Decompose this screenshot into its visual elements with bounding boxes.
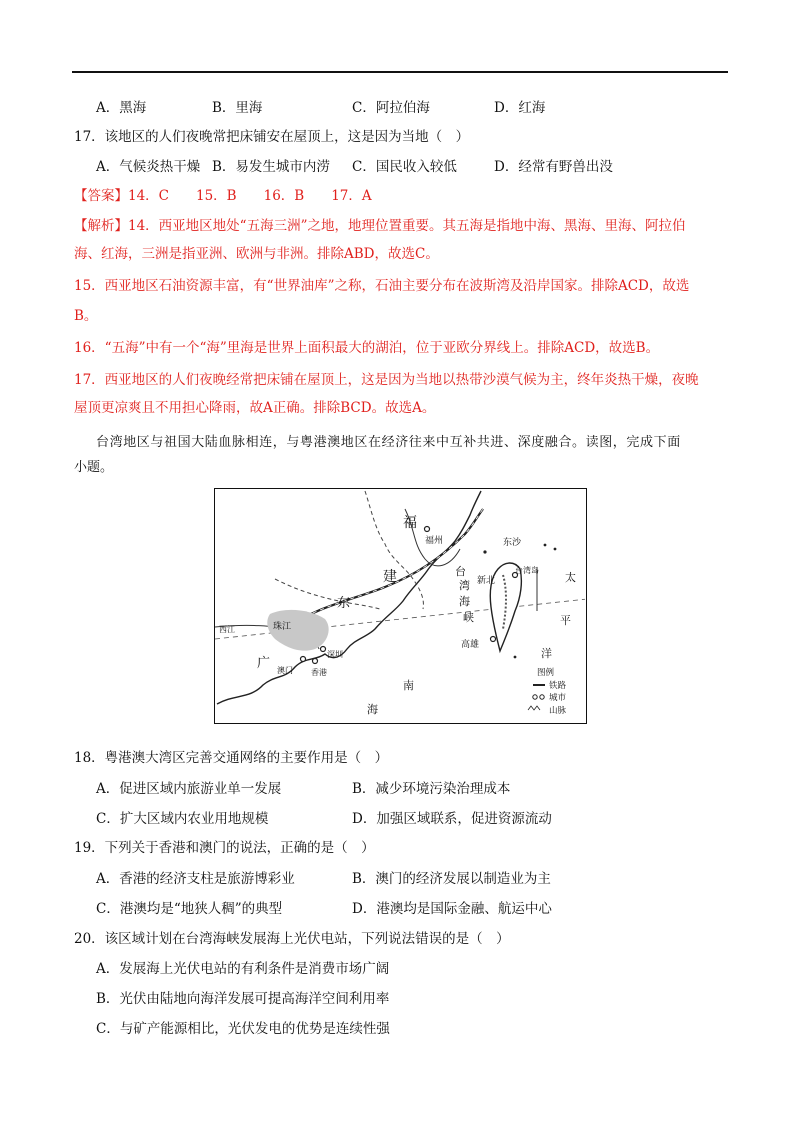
label-jian: 建 (383, 569, 397, 585)
q17-stem: 17．该地区的人们夜晚常把床铺安在屋顶上，这是因为当地（ ） (74, 129, 470, 145)
island-dot (483, 550, 486, 553)
q18-option-b: B．减少环境污染治理成本 (352, 781, 511, 797)
label-yang: 洋 (541, 647, 552, 660)
island-dot (544, 544, 547, 547)
q19-option-c: C．港澳均是“地狭人稠”的典型 (96, 901, 283, 917)
q16-option-d: D．红海 (494, 100, 546, 116)
label-xianggang: 香港 (311, 668, 327, 677)
q16-option-b: B．里海 (212, 100, 263, 116)
q17-option-a: A．气候炎热干燥 (96, 159, 201, 175)
q18-option-a: A．促进区域内旅游业单一发展 (96, 781, 282, 797)
label-dongsha: 东沙 (503, 538, 522, 548)
label-guang: 广 (257, 656, 271, 671)
q20-stem: 20．该区域计划在台湾海峡发展海上光伏电站，下列说法错误的是（ ） (74, 931, 510, 947)
q17-option-b: B．易发生城市内涝 (212, 159, 330, 175)
label-tai: 台 (455, 565, 466, 578)
label-fu: 福 (403, 515, 417, 531)
answer-text: 14．C 15．B 16．B 17．A (128, 188, 372, 204)
legend-city: 城市 (549, 693, 567, 703)
label-zhujiang: 珠江 (273, 622, 292, 632)
analysis-tag: 【解析】 (74, 218, 128, 234)
label-tai2: 太 (565, 571, 576, 584)
label-wan: 湾 (459, 579, 470, 592)
island-dot (554, 548, 557, 551)
q19-option-a: A．香港的经济支柱是旅游博彩业 (96, 871, 295, 887)
analysis-line-2: 海、红海，三洲是指亚洲、欧洲与非洲。排除ABD，故选C。 (74, 246, 439, 262)
map-legend (528, 667, 567, 716)
analysis-line-6: 17．西亚地区的人们夜晚经常把床铺在屋顶上，这是因为当地以热带沙漠气候为主，终年炎热干燥，夜晚 (74, 372, 699, 388)
legend-mountain-icon (528, 706, 540, 710)
map-figure (214, 488, 587, 724)
q20-option-b: B．光伏由陆地向海洋发展可提高海洋空间利用率 (96, 991, 390, 1007)
answer-tag: 【答案】 (74, 188, 128, 204)
legend-title: 图例 (537, 668, 555, 678)
analysis-text-1: 14．西亚地区地处“五海三洲”之地，地理位置重要。其五海是指地中海、黑海、里海、阿拉伯 (128, 218, 686, 234)
island-dot (514, 656, 517, 659)
q20-option-c: C．与矿产能源相比，光伏发电的优势是连续性强 (96, 1021, 390, 1037)
label-xijiang: 西江 (219, 625, 235, 634)
label-nan: 南 (403, 679, 414, 692)
legend-mountain: 山脉 (549, 706, 567, 716)
analysis-line-5: 16．“五海”中有一个“海”里海是世界上面积最大的湖泊，位于亚欧分界线上。排除ACD，故选B。 (74, 340, 660, 356)
city-marker-fuzhou (425, 527, 430, 532)
q16-option-a: A．黑海 (96, 100, 147, 116)
label-hai2: 海 (367, 703, 378, 716)
legend-city-icon (533, 695, 537, 699)
city-marker-aomen (301, 657, 306, 662)
label-taiwan-dao: 台湾岛 (515, 566, 539, 575)
label-dong: 东 (337, 596, 351, 611)
q19-option-b: B．澳门的经济发展以制造业为主 (352, 871, 551, 887)
q18-option-d: D．加强区域联系，促进资源流动 (352, 811, 552, 827)
q16-option-c: C．阿拉伯海 (352, 100, 430, 116)
intro-line-1: 台湾地区与祖国大陆血脉相连，与粤港澳地区在经济往来中互补共进、深度融合。读图，完成下面 (96, 435, 681, 450)
answer-line (74, 186, 372, 206)
analysis-line-7: 屋顶更凉爽且不用担心降雨，故A正确。排除BCD。故选A。 (74, 400, 436, 416)
map-svg (215, 489, 585, 722)
label-aomen: 澳门 (277, 666, 293, 675)
q19-stem: 19．下列关于香港和澳门的说法，正确的是（ ） (74, 840, 375, 856)
q17-option-d: D．经常有野兽出没 (494, 159, 613, 175)
q18-stem: 18．粤港澳大湾区完善交通网络的主要作用是（ ） (74, 750, 389, 766)
label-shenzhen: 深圳 (327, 650, 343, 659)
label-xinbei: 新北 (477, 576, 496, 586)
label-fuzhou: 福州 (425, 536, 444, 546)
analysis-line-3: 15．西亚地区石油资源丰富，有“世界油库”之称，石油主要分布在波斯湾及沿岸国家。排除ACD，故选 (74, 278, 690, 294)
q17-option-c: C．国民收入较低 (352, 159, 457, 175)
label-xia: 峡 (463, 611, 474, 624)
legend-city-icon (540, 695, 544, 699)
city-marker-xianggang (313, 659, 318, 664)
legend-railway: 铁路 (549, 681, 567, 691)
city-marker-shenzhen (321, 647, 326, 652)
header-rule (72, 71, 728, 73)
label-ping: 平 (560, 614, 571, 627)
q20-option-a: A．发展海上光伏电站的有利条件是消费市场广阔 (96, 961, 390, 977)
q18-option-c: C．扩大区域内农业用地规模 (96, 811, 269, 827)
q19-option-d: D．港澳均是国际金融、航运中心 (352, 901, 552, 917)
analysis-line-4: B。 (74, 308, 98, 324)
analysis-line-1 (74, 216, 685, 236)
intro-line-2: 小题。 (74, 460, 114, 475)
label-gaoxiong: 高雄 (461, 640, 480, 650)
city-marker-gaoxiong (491, 637, 496, 642)
label-hai: 海 (459, 595, 470, 608)
